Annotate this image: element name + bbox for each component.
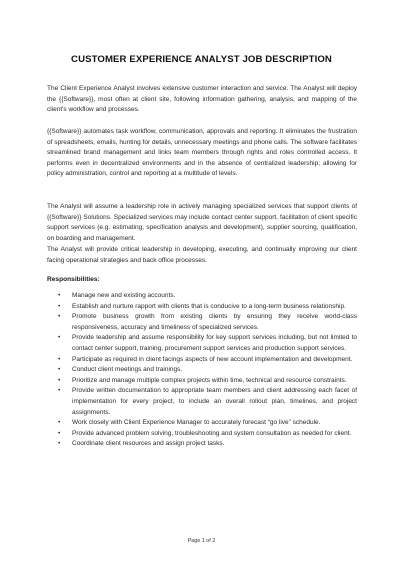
list-item-text: Coordinate client resources and assign project tasks.: [72, 440, 225, 448]
list-item-text: Prioritize and manage multiple complex projects within time, technical and resource constraints.: [72, 376, 347, 384]
bullet-icon: •: [58, 355, 61, 363]
leadership-paragraph: The Analyst will assume a leadership role in actively managing specialized services that support clients of {{Software}} Solutions. Specialized services may include contact center support, facilitation of client specific support services (e.g. estimating, specification analysis and development), supplier sourcing, qualification, on boarding and management.: [47, 203, 357, 242]
strategy-paragraph: The Analyst will provide critical leadership in developing, executing, and continually improving our client facing operational strategies and back office processes.: [47, 246, 357, 264]
list-item-text: Work closely with Client Experience Manager to accurately forecast “go live” schedule.: [72, 419, 321, 427]
list-item: [47, 365, 357, 376]
list-item-text: Participate as required in client facings aspects of new account implementation and development.: [72, 355, 353, 363]
list-item-text: Conduct client meetings and trainings.: [72, 366, 183, 374]
bullet-icon: •: [58, 334, 61, 342]
bullet-icon: •: [58, 440, 61, 448]
responsibilities-list: [47, 291, 357, 450]
list-item-text: Provide leadership and assume responsibility for key support services including, but not limited to contact center support, training, procurement support services and production support services.: [72, 334, 357, 352]
document-title: CUSTOMER EXPERIENCE ANALYST JOB DESCRIPTION: [71, 54, 332, 65]
list-item: [47, 355, 357, 366]
list-item: [47, 439, 357, 450]
list-item: [47, 418, 357, 429]
list-item: [47, 333, 357, 354]
responsibilities-heading: Responsibilities:: [47, 276, 100, 283]
list-item: [47, 312, 357, 333]
bullet-icon: •: [58, 313, 61, 321]
bullet-icon: •: [58, 376, 61, 384]
list-item: [47, 429, 357, 440]
software-paragraph: {{Software}} automates task workflow, communication, approvals and reporting. It eliminates the frustration of spreadsheets, emails, hunting for details, unnecessary meetings and phone calls. The software facilitates streamlined brand management and links team members through rights and roles controlled access. It performs even in decentralized environments and in the absence of centralized leadership; allowing for policy administration, control and reporting at a multitude of levels.: [47, 128, 357, 178]
list-item-text: Provide advanced problem solving, troubleshooting and system consultation as needed for client.: [72, 429, 352, 437]
bullet-icon: •: [58, 292, 61, 299]
bullet-icon: •: [58, 387, 61, 395]
list-item: [47, 376, 357, 387]
list-item-text: Promote business growth from existing clients by ensuring they receive world-class responsiveness, accuracy and timeliness of specialized services.: [72, 313, 357, 331]
bullet-icon: •: [58, 429, 61, 437]
bullet-icon: •: [58, 366, 61, 374]
list-item: [47, 302, 357, 313]
page-number: Page 1 of 2: [187, 538, 216, 544]
list-item-text: Manage new and existing accounts.: [72, 292, 176, 299]
bullet-icon: •: [58, 419, 61, 427]
intro-paragraph: The Client Experience Analyst involves extensive customer interaction and service. The Analyst will deploy the {{Software}}, most often at client site, following information gathering, analysis, and mapping of the client's workflow and processes.: [47, 85, 357, 114]
bullet-icon: •: [58, 302, 61, 310]
list-item-text: Establish and nurture rapport with clients that is conducive to a long-term business relationship.: [72, 302, 346, 310]
list-item: [47, 386, 357, 418]
list-item-text: Provide written documentation to appropriate team members and client addressing each facet of implementation for every project, to include an overall rollout plan, timelines, and project assignments.: [72, 387, 357, 416]
list-item: [47, 291, 357, 302]
